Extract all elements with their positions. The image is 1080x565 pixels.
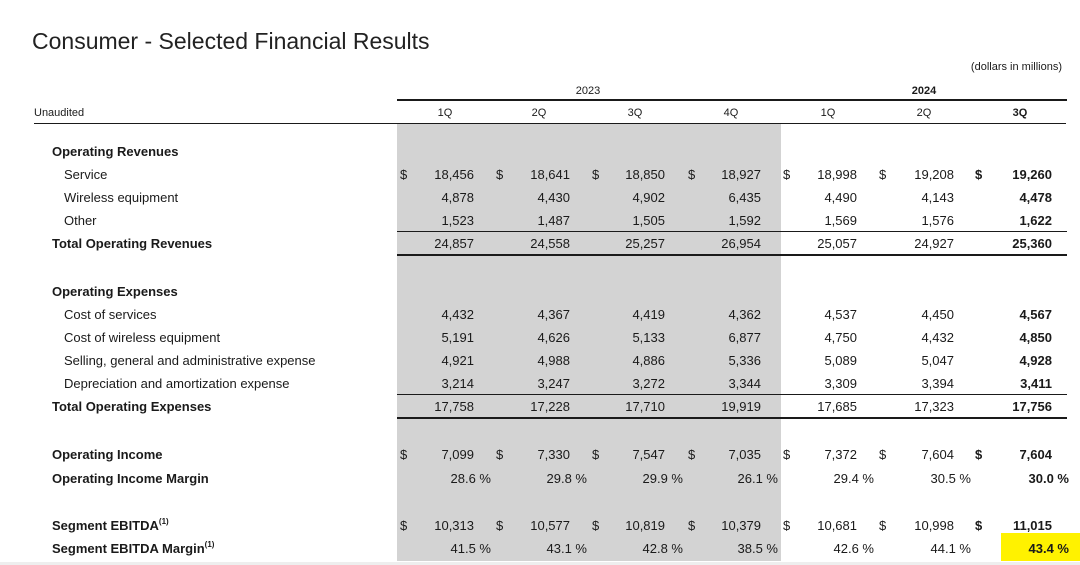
operating-income-margin-value-4: 26.1 % xyxy=(737,471,778,486)
revenue-row-2-value-7: 4,478 xyxy=(1019,190,1052,205)
operating-income-dollar-4: $ xyxy=(688,447,696,462)
expense-row-3-value-1: 4,921 xyxy=(441,353,474,368)
revenue-row-2-value-2: 4,430 xyxy=(537,190,570,205)
segment-ebitda-margin-label xyxy=(52,541,214,557)
revenue-row-3-value-5: 1,569 xyxy=(824,213,857,228)
operating-income-dollar-1: $ xyxy=(400,447,408,462)
total-expenses-value-4: 19,919 xyxy=(721,399,761,414)
revenue-row-1-dollar-4: $ xyxy=(688,167,696,182)
operating-income-label xyxy=(52,447,163,463)
expense-row-3-value-3: 4,886 xyxy=(632,353,665,368)
total-revenues-value-2: 24,558 xyxy=(530,236,570,251)
expense-row-1-value-6: 4,450 xyxy=(921,307,954,322)
revenue-row-2-label-text: Wireless equipment xyxy=(64,190,179,205)
expense-row-1-value-5: 4,537 xyxy=(824,307,857,322)
segment-ebitda-label-text: Segment EBITDA xyxy=(52,518,159,533)
expense-row-2-value-7: 4,850 xyxy=(1019,330,1052,345)
segment-ebitda-margin-value-3: 42.8 % xyxy=(642,541,683,556)
column-header-4: 4Q xyxy=(723,107,739,119)
expense-row-2-value-3: 5,133 xyxy=(632,330,665,345)
expense-row-1-value-4: 4,362 xyxy=(728,307,761,322)
expenses-subtotal-rule xyxy=(397,394,1067,395)
operating-income-margin-value-6: 30.5 % xyxy=(930,471,971,486)
revenue-row-2-value-4: 6,435 xyxy=(728,190,761,205)
operating-income-value-7: 7,604 xyxy=(1019,447,1052,462)
column-header-3: 3Q xyxy=(627,107,643,119)
segment-ebitda-dollar-7: $ xyxy=(975,518,983,533)
revenue-row-1-value-6: 19,208 xyxy=(914,167,954,182)
revenue-row-1-value-4: 18,927 xyxy=(721,167,761,182)
operating-income-dollar-7: $ xyxy=(975,447,983,462)
revenue-row-2-value-5: 4,490 xyxy=(824,190,857,205)
operating-income-dollar-2: $ xyxy=(496,447,504,462)
expenses-heading xyxy=(52,284,178,300)
total-revenues-value-3: 25,257 xyxy=(625,236,665,251)
revenues-heading xyxy=(52,144,178,160)
unaudited-label: Unaudited xyxy=(34,107,85,119)
expenses-total-rule xyxy=(397,417,1067,419)
operating-income-dollar-5: $ xyxy=(783,447,791,462)
expense-row-4-value-4: 3,344 xyxy=(728,376,761,391)
revenue-row-1-value-3: 18,850 xyxy=(625,167,665,182)
expense-row-2-value-1: 5,191 xyxy=(441,330,474,345)
segment-ebitda-margin-value-6: 44.1 % xyxy=(930,541,971,556)
segment-ebitda-value-2: 10,577 xyxy=(530,518,570,533)
total-revenues-label xyxy=(52,236,212,252)
footnote-mark: (1) xyxy=(204,539,215,549)
operating-income-value-3: 7,547 xyxy=(632,447,665,462)
expense-row-2-value-6: 4,432 xyxy=(921,330,954,345)
revenue-row-3-value-2: 1,487 xyxy=(537,213,570,228)
segment-ebitda-value-4: 10,379 xyxy=(721,518,761,533)
expense-row-2-label-text: Cost of wireless equipment xyxy=(64,330,221,345)
revenue-row-3-value-4: 1,592 xyxy=(728,213,761,228)
expense-row-1-value-3: 4,419 xyxy=(632,307,665,322)
column-header-6: 2Q xyxy=(916,107,932,119)
operating-income-label-text: Operating Income xyxy=(52,447,163,462)
total-revenues-value-1: 24,857 xyxy=(434,236,474,251)
footnote-mark: (1) xyxy=(158,516,169,526)
operating-income-value-1: 7,099 xyxy=(441,447,474,462)
total-expenses-value-1: 17,758 xyxy=(434,399,474,414)
expense-row-2-value-4: 6,877 xyxy=(728,330,761,345)
segment-ebitda-dollar-5: $ xyxy=(783,518,791,533)
revenue-row-3-label-text: Other xyxy=(64,213,97,228)
total-expenses-value-6: 17,323 xyxy=(914,399,954,414)
expense-row-3-label xyxy=(64,353,316,369)
total-revenues-value-7: 25,360 xyxy=(1012,236,1052,251)
segment-ebitda-margin-label-text: Segment EBITDA Margin xyxy=(52,541,205,556)
operating-income-value-2: 7,330 xyxy=(537,447,570,462)
expense-row-4-label-text: Depreciation and amortization expense xyxy=(64,376,290,391)
revenue-row-1-value-7: 19,260 xyxy=(1012,167,1052,182)
segment-ebitda-margin-value-7: 43.4 % xyxy=(1028,541,1069,556)
operating-income-dollar-3: $ xyxy=(592,447,600,462)
revenue-row-1-dollar-5: $ xyxy=(783,167,791,182)
expense-row-4-label xyxy=(64,376,289,392)
segment-ebitda-dollar-1: $ xyxy=(400,518,408,533)
total-expenses-value-2: 17,228 xyxy=(530,399,570,414)
segment-ebitda-margin-value-5: 42.6 % xyxy=(833,541,874,556)
expense-row-2-label xyxy=(64,330,220,346)
operating-income-value-4: 7,035 xyxy=(728,447,761,462)
segment-ebitda-label xyxy=(52,518,169,534)
segment-ebitda-value-6: 10,998 xyxy=(914,518,954,533)
operating-income-value-6: 7,604 xyxy=(921,447,954,462)
expense-row-2-value-2: 4,626 xyxy=(537,330,570,345)
revenue-row-3-value-7: 1,622 xyxy=(1019,213,1052,228)
operating-income-margin-value-5: 29.4 % xyxy=(833,471,874,486)
revenues-heading-text: Operating Revenues xyxy=(52,144,179,159)
expense-row-3-value-6: 5,047 xyxy=(921,353,954,368)
expense-row-1-label xyxy=(64,307,156,323)
revenue-row-1-dollar-3: $ xyxy=(592,167,600,182)
expense-row-4-value-3: 3,272 xyxy=(632,376,665,391)
segment-ebitda-margin-value-1: 41.5 % xyxy=(450,541,491,556)
revenue-row-1-label xyxy=(64,167,107,183)
total-revenues-value-4: 26,954 xyxy=(721,236,761,251)
segment-ebitda-dollar-2: $ xyxy=(496,518,504,533)
operating-income-dollar-6: $ xyxy=(879,447,887,462)
expense-row-3-label-text: Selling, general and administrative expense xyxy=(64,353,316,368)
total-expenses-value-5: 17,685 xyxy=(817,399,857,414)
revenue-row-1-dollar-7: $ xyxy=(975,167,983,182)
total-expenses-value-3: 17,710 xyxy=(625,399,665,414)
units-note: (dollars in millions) xyxy=(970,61,1062,73)
expense-row-4-value-5: 3,309 xyxy=(824,376,857,391)
revenue-row-3-label xyxy=(64,213,97,229)
operating-income-margin-value-2: 29.8 % xyxy=(546,471,587,486)
operating-income-value-5: 7,372 xyxy=(824,447,857,462)
revenue-row-1-dollar-1: $ xyxy=(400,167,408,182)
revenue-row-2-value-6: 4,143 xyxy=(921,190,954,205)
expense-row-4-value-1: 3,214 xyxy=(441,376,474,391)
expense-row-3-value-5: 5,089 xyxy=(824,353,857,368)
operating-income-margin-label xyxy=(52,471,209,487)
column-header-7: 3Q xyxy=(1012,107,1028,119)
operating-income-margin-value-1: 28.6 % xyxy=(450,471,491,486)
revenue-row-2-value-3: 4,902 xyxy=(632,190,665,205)
segment-ebitda-value-3: 10,819 xyxy=(625,518,665,533)
column-header-rule xyxy=(34,123,1066,124)
segment-ebitda-value-5: 10,681 xyxy=(817,518,857,533)
revenue-row-2-label xyxy=(64,190,178,206)
revenue-row-1-value-5: 18,998 xyxy=(817,167,857,182)
column-header-5: 1Q xyxy=(820,107,836,119)
operating-income-margin-value-7: 30.0 % xyxy=(1028,471,1069,486)
year-group-2023: 2023 xyxy=(575,85,601,97)
total-revenues-value-6: 24,927 xyxy=(914,236,954,251)
revenue-row-1-value-1: 18,456 xyxy=(434,167,474,182)
expense-row-4-value-6: 3,394 xyxy=(921,376,954,391)
expense-row-4-value-7: 3,411 xyxy=(1020,376,1052,391)
revenue-row-3-value-6: 1,576 xyxy=(921,213,954,228)
expenses-heading-text: Operating Expenses xyxy=(52,284,178,299)
total-expenses-label xyxy=(52,399,211,415)
segment-ebitda-value-7: 11,015 xyxy=(1012,518,1052,533)
expense-row-2-value-5: 4,750 xyxy=(824,330,857,345)
revenue-row-1-dollar-6: $ xyxy=(879,167,887,182)
segment-ebitda-margin-value-2: 43.1 % xyxy=(546,541,587,556)
expense-row-1-value-1: 4,432 xyxy=(441,307,474,322)
page-title: Consumer - Selected Financial Results xyxy=(32,28,430,54)
operating-income-margin-value-3: 29.9 % xyxy=(642,471,683,486)
revenues-subtotal-rule xyxy=(397,231,1067,232)
expense-row-3-value-7: 4,928 xyxy=(1019,353,1052,368)
revenue-row-2-value-1: 4,878 xyxy=(441,190,474,205)
expense-row-3-value-2: 4,988 xyxy=(537,353,570,368)
segment-ebitda-dollar-4: $ xyxy=(688,518,696,533)
column-header-1: 1Q xyxy=(437,107,453,119)
total-revenues-label-text: Total Operating Revenues xyxy=(52,236,213,251)
total-expenses-value-7: 17,756 xyxy=(1012,399,1052,414)
column-header-2: 2Q xyxy=(531,107,547,119)
segment-ebitda-value-1: 10,313 xyxy=(434,518,474,533)
segment-ebitda-dollar-3: $ xyxy=(592,518,600,533)
operating-income-margin-label-text: Operating Income Margin xyxy=(52,471,209,486)
segment-ebitda-dollar-6: $ xyxy=(879,518,887,533)
expense-row-1-label-text: Cost of services xyxy=(64,307,157,322)
expense-row-1-value-2: 4,367 xyxy=(537,307,570,322)
revenue-row-3-value-3: 1,505 xyxy=(632,213,665,228)
revenue-row-3-value-1: 1,523 xyxy=(441,213,474,228)
year-header-rule xyxy=(397,99,1067,101)
revenue-row-1-dollar-2: $ xyxy=(496,167,504,182)
segment-ebitda-margin-value-4: 38.5 % xyxy=(737,541,778,556)
expense-row-1-value-7: 4,567 xyxy=(1019,307,1052,322)
expense-row-4-value-2: 3,247 xyxy=(537,376,570,391)
revenue-row-1-value-2: 18,641 xyxy=(530,167,570,182)
total-revenues-value-5: 25,057 xyxy=(817,236,857,251)
revenues-total-rule xyxy=(397,254,1067,256)
expense-row-3-value-4: 5,336 xyxy=(728,353,761,368)
total-expenses-label-text: Total Operating Expenses xyxy=(52,399,212,414)
revenue-row-1-label-text: Service xyxy=(64,167,108,182)
year-group-2024: 2024 xyxy=(911,85,937,97)
